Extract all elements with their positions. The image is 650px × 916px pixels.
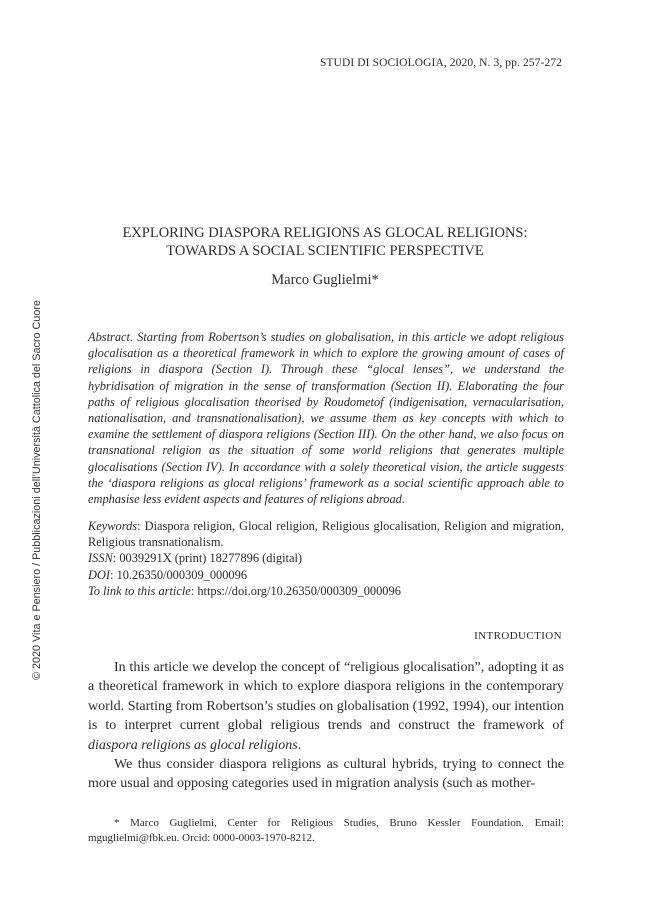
author-name: Marco Guglielmi* bbox=[271, 272, 379, 288]
doi-line bbox=[88, 567, 564, 583]
title-line-1: EXPLORING DIASPORA RELIGIONS AS GLOCAL RELIGIONS: bbox=[122, 225, 528, 241]
abstract: Abstract. Starting from Robertson’s studies on globalisation, in this article we adopt religious glocalisation as a theoretical framework in which to explore the growing amount of cases of religions in diaspora (Section I). Through these “glocal lenses”, we understand the hybridisation of migration in the sense of transformation (Section II). Elaborating the four paths of religious glocalisation theorised by Roudometof (indigenisation, vernacularisation, nationalisation, and transnationalisation), we assume them as key concepts with which to examine the settlement of diaspora religions (Section III). On the other hand, we also focus on transnational religion as the situation of some world religions that generates multiple glocalisations (Section IV). In accordance with a solely theoretical vision, the article suggests the ‘diaspora religions as glocal religions’ framework as a social scientific approach able to emphasise less evident aspects and features of religions abroad. bbox=[88, 330, 564, 507]
paragraph-1 bbox=[88, 658, 564, 755]
copyright-side-note: © 2020 Vita e Pensiero / Pubblicazioni dell’Università Cattolica del Sacro Cuore bbox=[31, 300, 43, 680]
doi-label: DOI bbox=[88, 567, 111, 582]
article-metadata bbox=[88, 518, 564, 599]
footnote: * Marco Guglielmi, Center for Religious Studies, Bruno Kessler Foundation. Email: mguglielmi@fbk.eu. Orcid: 0000-0003-1970-8212. bbox=[88, 817, 564, 844]
body-text bbox=[88, 658, 564, 794]
running-head: STUDI DI SOCIOLOGIA, 2020, N. 3, pp. 257-272 bbox=[319, 57, 562, 69]
issn-value: : 0039291X (print) 18277896 (digital) bbox=[112, 551, 303, 566]
paragraph-2: We thus consider diaspora religions as cultural hybrids, trying to connect the more usual and opposing categories used in migration analysis (such as mother- bbox=[88, 757, 564, 792]
article-link-label: To link to this article bbox=[88, 583, 191, 598]
keywords-line bbox=[88, 518, 564, 550]
issn-label: ISSN bbox=[88, 551, 113, 566]
keywords-value: : Diaspora religion, Glocal religion, Religious glocalisation, Religion and migration, Religious transnationalism. bbox=[88, 519, 564, 550]
paragraph-1-emphasis: diaspora religions as glocal religions bbox=[88, 737, 298, 753]
title-line-2: TOWARDS A SOCIAL SCIENTIFIC PERSPECTIVE bbox=[166, 243, 484, 259]
paragraph-1-end: . bbox=[297, 737, 302, 753]
doi-value: : 10.26350/000309_000096 bbox=[110, 567, 248, 582]
article-title bbox=[80, 224, 570, 260]
article-link-value[interactable]: : https://doi.org/10.26350/000309_000096 bbox=[190, 583, 401, 598]
paragraph-1-text: In this article we develop the concept of “religious glocalisation”, adopting it as a theoretical framework in which to explore diaspora religions in the contemporary world. Starting from Robertson’s studies on globalisation (1992, 1994), our intention is to interpret current global religious trends and construct the framework of bbox=[88, 660, 564, 734]
section-heading: INTRODUCTION bbox=[474, 630, 562, 642]
issn-line bbox=[88, 550, 564, 566]
article-link-line bbox=[88, 583, 564, 599]
keywords-label: Keywords bbox=[88, 519, 138, 533]
